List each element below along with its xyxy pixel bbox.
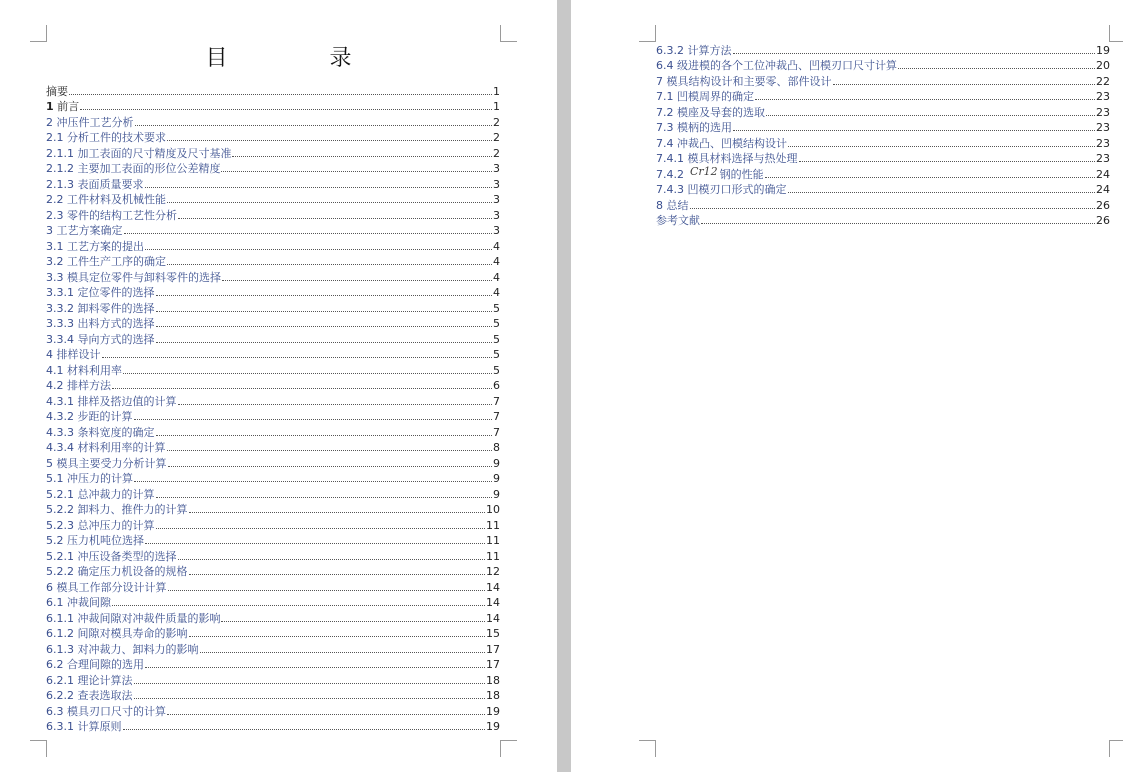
dot-leader (189, 574, 486, 575)
toc-entry[interactable] (46, 176, 500, 192)
toc-entry[interactable] (46, 703, 500, 719)
toc-entry-title: 6.2.1 理论计算法 (46, 673, 133, 687)
toc-entry-title: 5.2 压力机吨位选择 (46, 534, 144, 547)
toc-page-number: 2 (493, 146, 500, 160)
toc-entry-title: 2.1.3 表面质量要求 (46, 177, 144, 191)
toc-page-number: 2 (493, 115, 500, 129)
toc-entry[interactable] (46, 672, 500, 688)
toc-entry[interactable] (656, 120, 1110, 136)
dot-leader (167, 714, 485, 715)
toc-page-number: 11 (486, 518, 500, 532)
dot-leader (134, 683, 486, 684)
crop-mark-top-left (30, 25, 47, 42)
toc-page-number: 23 (1096, 152, 1110, 165)
toc-entry[interactable] (46, 393, 500, 409)
toc-page-number: 19 (486, 720, 500, 733)
toc-page-number: 9 (493, 456, 500, 470)
toc-entry[interactable] (46, 130, 500, 146)
toc-entry[interactable] (46, 362, 500, 378)
dot-leader (123, 729, 486, 730)
toc-entry[interactable] (46, 285, 500, 301)
toc-entry[interactable] (656, 135, 1110, 151)
toc-page-number: 20 (1096, 59, 1110, 72)
dot-leader (221, 621, 485, 622)
dot-leader (145, 249, 492, 250)
toc-page-number: 11 (486, 549, 500, 563)
toc-entry-title: 4.3.2 步距的计算 (46, 410, 133, 423)
toc-entry-title: 3.3 模具定位零件与卸料零件的选择 (46, 270, 221, 284)
toc-entry[interactable] (656, 182, 1110, 198)
dot-leader (222, 280, 492, 281)
dot-leader (755, 99, 1095, 100)
toc-page-number: 1 (493, 100, 500, 113)
toc-entry-title: 3.3.3 出料方式的选择 (46, 317, 155, 330)
toc-entry-title: 2.3 零件的结构工艺性分析 (46, 208, 177, 222)
dot-leader (112, 388, 492, 389)
toc-page-number: 19 (1096, 43, 1110, 57)
dot-leader (145, 667, 485, 668)
toc-page-number: 15 (486, 627, 500, 640)
toc-entry-title: 7 模具结构设计和主要零、部件设计 (656, 74, 832, 88)
toc-page-number: 7 (493, 394, 500, 408)
toc-entry-title: 3.3.2 卸料零件的选择 (46, 301, 155, 315)
toc-entry[interactable] (46, 83, 500, 99)
toc-entry[interactable] (46, 192, 500, 208)
toc-entry-title: 2.1.2 主要加工表面的形位公差精度 (46, 162, 221, 175)
dot-leader (145, 187, 493, 188)
toc-entry[interactable] (46, 347, 500, 363)
toc-page-number: 19 (486, 704, 500, 718)
crop-mark-bottom-left (639, 740, 656, 757)
toc-entry-title: 4.3.1 排样及搭边值的计算 (46, 394, 177, 408)
dot-leader (178, 218, 492, 219)
dot-leader (167, 202, 492, 203)
toc-page-number: 7 (493, 410, 500, 423)
toc-entry-title: 3.3.1 定位零件的选择 (46, 286, 155, 299)
toc-entry[interactable] (46, 455, 500, 471)
toc-page-number: 3 (493, 224, 500, 237)
toc-page-number: 4 (493, 270, 500, 284)
toc-entry[interactable] (46, 269, 500, 285)
toc-entry[interactable] (46, 378, 500, 394)
toc-page-number: 14 (486, 596, 500, 609)
toc-page-number: 5 (493, 332, 500, 346)
toc-entry-title: 6.2.2 查表选取法 (46, 689, 133, 702)
toc-entry[interactable] (46, 502, 500, 518)
toc-page-number: 7 (493, 425, 500, 439)
toc-entry[interactable] (46, 688, 500, 704)
toc-page-number: 23 (1096, 121, 1110, 134)
toc-entry-title: 2.1.1 加工表面的尺寸精度及尺寸基准 (46, 146, 232, 160)
toc-entry-title: 4 排样设计 (46, 348, 101, 361)
toc-entry[interactable] (46, 316, 500, 332)
toc-entry[interactable] (46, 145, 500, 161)
dot-leader (156, 326, 493, 327)
dot-leader (134, 698, 486, 699)
toc-page-number: 23 (1096, 105, 1110, 119)
dot-leader (221, 171, 492, 172)
dot-leader (898, 68, 1095, 69)
toc-entry-title: 7.4.3 凹模刃口形式的确定 (656, 183, 787, 196)
toc-entry[interactable] (46, 595, 500, 611)
toc-list-left (46, 83, 500, 734)
toc-page-number: 14 (486, 611, 500, 625)
toc-entry[interactable] (46, 207, 500, 223)
toc-page-number: 10 (486, 503, 500, 516)
crop-mark-bottom-right (1109, 740, 1123, 757)
toc-entry-title: 5.2.3 总冲压力的计算 (46, 518, 155, 532)
toc-page-number: 3 (493, 177, 500, 191)
toc-entry[interactable] (46, 657, 500, 673)
toc-entry-title: 2.2 工件材料及机械性能 (46, 193, 166, 206)
dot-leader (123, 373, 492, 374)
toc-page-number: 18 (486, 689, 500, 702)
toc-entry[interactable] (46, 424, 500, 440)
dot-leader (788, 192, 1096, 193)
toc-entry[interactable] (46, 548, 500, 564)
toc-entry[interactable] (46, 626, 500, 642)
toc-page-number: 1 (493, 84, 500, 98)
dot-leader (178, 559, 486, 560)
toc-entry-title: 6.3 模具刃口尺寸的计算 (46, 704, 166, 718)
toc-page-number: 2 (493, 131, 500, 144)
dot-leader (833, 84, 1096, 85)
dot-leader (690, 208, 1096, 209)
toc-entry-title: 4.3.3 条料宽度的确定 (46, 425, 155, 439)
toc-entry[interactable] (46, 641, 500, 657)
toc-entry[interactable] (46, 610, 500, 626)
crop-mark-top-right (500, 25, 517, 42)
dot-leader (733, 53, 1096, 54)
dot-leader (168, 590, 486, 591)
toc-entry-title: 8 总结 (656, 198, 689, 212)
dot-leader (156, 311, 493, 312)
toc-page-number: 24 (1096, 167, 1110, 181)
dot-leader (145, 543, 485, 544)
toc-page-number: 5 (493, 317, 500, 330)
toc-entry-title: 6.2 合理间隙的选用 (46, 658, 144, 671)
toc-entry[interactable] (656, 73, 1110, 89)
toc-entry[interactable] (46, 223, 500, 239)
toc-page-number: 18 (486, 673, 500, 687)
toc-page-number: 17 (486, 642, 500, 656)
dot-leader (788, 146, 1095, 147)
dot-leader (156, 497, 493, 498)
toc-page-number: 11 (486, 534, 500, 547)
toc-entry-title: 3.1 工艺方案的提出 (46, 239, 144, 253)
toc-entry-title: 6.4 级进模的各个工位冲裁凸、凹模刃口尺寸计算 (656, 59, 897, 72)
toc-entry-title: 6.1 冲裁间隙 (46, 596, 111, 609)
toc-page-number: 5 (493, 348, 500, 361)
toc-entry[interactable] (46, 409, 500, 425)
toc-entry-title: 1 前言 (46, 100, 80, 113)
crop-mark-top-right (1109, 25, 1123, 42)
toc-page-number: 22 (1096, 74, 1110, 88)
toc-entry[interactable] (46, 114, 500, 130)
dot-leader (156, 342, 493, 343)
toc-page-number: 4 (493, 239, 500, 253)
dot-leader (102, 357, 493, 358)
dot-leader (765, 177, 1095, 178)
dot-leader (135, 125, 493, 126)
dot-leader (232, 156, 492, 157)
toc-entry-title: 6.1.1 冲裁间隙对冲裁件质量的影响 (46, 611, 221, 625)
toc-entry[interactable] (46, 331, 500, 347)
toc-entry[interactable] (656, 197, 1110, 213)
toc-entry[interactable] (46, 440, 500, 456)
toc-page-number: 9 (493, 472, 500, 485)
toc-entry-title: 参考文献 (656, 214, 700, 227)
toc-page-number: 5 (493, 363, 500, 377)
toc-entry-title: 摘要 (46, 84, 68, 98)
toc-entry[interactable] (656, 166, 1110, 182)
toc-entry[interactable] (46, 486, 500, 502)
toc-page-number: 12 (486, 565, 500, 578)
crop-mark-bottom-right (500, 740, 517, 757)
dot-leader (112, 605, 485, 606)
toc-entry[interactable] (46, 238, 500, 254)
toc-page-number: 4 (493, 286, 500, 299)
toc-entry[interactable] (46, 300, 500, 316)
toc-entry-title: 6.3.2 计算方法 (656, 43, 732, 57)
dot-leader (134, 419, 493, 420)
toc-entry[interactable] (46, 533, 500, 549)
toc-entry-title: 3 工艺方案确定 (46, 224, 123, 237)
toc-entry[interactable] (656, 42, 1110, 58)
toc-entry[interactable] (656, 213, 1110, 229)
toc-entry-title: 5.2.2 卸料力、推件力的计算 (46, 503, 188, 516)
toc-entry-title: 5.2.1 冲压设备类型的选择 (46, 549, 177, 563)
toc-entry-title: 4.2 排样方法 (46, 379, 111, 392)
toc-entry-title: 7.4 冲裁凸、凹模结构设计 (656, 136, 787, 150)
dot-leader (69, 94, 492, 95)
dot-leader (189, 636, 486, 637)
toc-page-number: 5 (493, 301, 500, 315)
toc-page-number: 23 (1096, 90, 1110, 103)
toc-entry[interactable] (46, 564, 500, 580)
toc-entry-title: 4.3.4 材料利用率的计算 (46, 441, 166, 454)
toc-page-number: 8 (493, 441, 500, 454)
dot-leader (80, 109, 492, 110)
toc-entry-title: 7.3 模柄的选用 (656, 121, 732, 134)
crop-mark-top-left (639, 25, 656, 42)
toc-entry[interactable] (656, 89, 1110, 105)
dot-leader (799, 161, 1096, 162)
toc-entry-title: 3.3.4 导向方式的选择 (46, 332, 155, 346)
toc-entry[interactable] (46, 99, 500, 115)
toc-entry-title: 4.1 材料利用率 (46, 363, 122, 377)
dot-leader (766, 115, 1095, 116)
material-symbol: Cr12 (690, 164, 718, 178)
toc-entry[interactable] (656, 104, 1110, 120)
toc-page-number: 14 (486, 580, 500, 594)
toc-page-number: 3 (493, 193, 500, 206)
toc-entry[interactable] (46, 517, 500, 533)
toc-page-number: 26 (1096, 214, 1110, 227)
toc-entry-title: 7.4.2 (656, 167, 684, 181)
toc-entry[interactable] (656, 58, 1110, 74)
page-gutter (557, 0, 571, 772)
toc-entry[interactable] (46, 471, 500, 487)
toc-entry-title: 7.2 模座及导套的选取 (656, 105, 765, 119)
dot-leader (168, 466, 493, 467)
dot-leader (167, 450, 493, 451)
toc-entry-title: 5.2.1 总冲裁力的计算 (46, 487, 155, 501)
toc-page-number: 9 (493, 487, 500, 501)
toc-entry-title: 7.1 凹模周界的确定 (656, 90, 754, 103)
toc-title: 目 录 (205, 46, 392, 71)
toc-page-number: 24 (1096, 183, 1110, 196)
dot-leader (124, 233, 493, 234)
toc-entry-title-suffix: 钢的性能 (719, 167, 764, 181)
dot-leader (178, 404, 493, 405)
toc-page-number: 17 (486, 658, 500, 671)
toc-entry[interactable] (656, 151, 1110, 167)
dot-leader (701, 223, 1095, 224)
toc-entry-title: 5.2.2 确定压力机设备的规格 (46, 565, 188, 578)
toc-page-number: 26 (1096, 198, 1110, 212)
crop-mark-bottom-left (30, 740, 47, 757)
toc-entry-title: 3.2 工件生产工序的确定 (46, 255, 166, 268)
toc-page-number: 3 (493, 208, 500, 222)
toc-entry[interactable] (46, 254, 500, 270)
toc-entry-title: 2 冲压件工艺分析 (46, 115, 134, 129)
dot-leader (167, 140, 492, 141)
dot-leader (200, 652, 486, 653)
toc-entry-title: 6.3.1 计算原则 (46, 720, 122, 733)
toc-entry-title: 6 模具工作部分设计计算 (46, 580, 167, 594)
dot-leader (156, 435, 493, 436)
toc-entry-title: 5.1 冲压力的计算 (46, 472, 133, 485)
toc-page-number: 3 (493, 162, 500, 175)
dot-leader (189, 512, 486, 513)
dot-leader (134, 481, 492, 482)
toc-entry-title: 2.1 分析工件的技术要求 (46, 131, 166, 144)
toc-entry-title: 6.1.3 对冲裁力、卸料力的影响 (46, 642, 199, 656)
dot-leader (156, 528, 486, 529)
toc-entry[interactable] (46, 579, 500, 595)
toc-entry[interactable] (46, 719, 500, 735)
toc-page-number: 6 (493, 379, 500, 392)
toc-page-number: 4 (493, 255, 500, 268)
toc-list-right (656, 42, 1110, 228)
dot-leader (733, 130, 1095, 131)
toc-entry-title: 7.4.1 模具材料选择与热处理 (656, 152, 798, 165)
toc-entry-title: 6.1.2 间隙对模具寿命的影响 (46, 627, 188, 640)
dot-leader (167, 264, 492, 265)
toc-entry-title: 5 模具主要受力分析计算 (46, 456, 167, 470)
toc-page-number: 23 (1096, 136, 1110, 150)
dot-leader (156, 295, 493, 296)
toc-entry[interactable] (46, 161, 500, 177)
